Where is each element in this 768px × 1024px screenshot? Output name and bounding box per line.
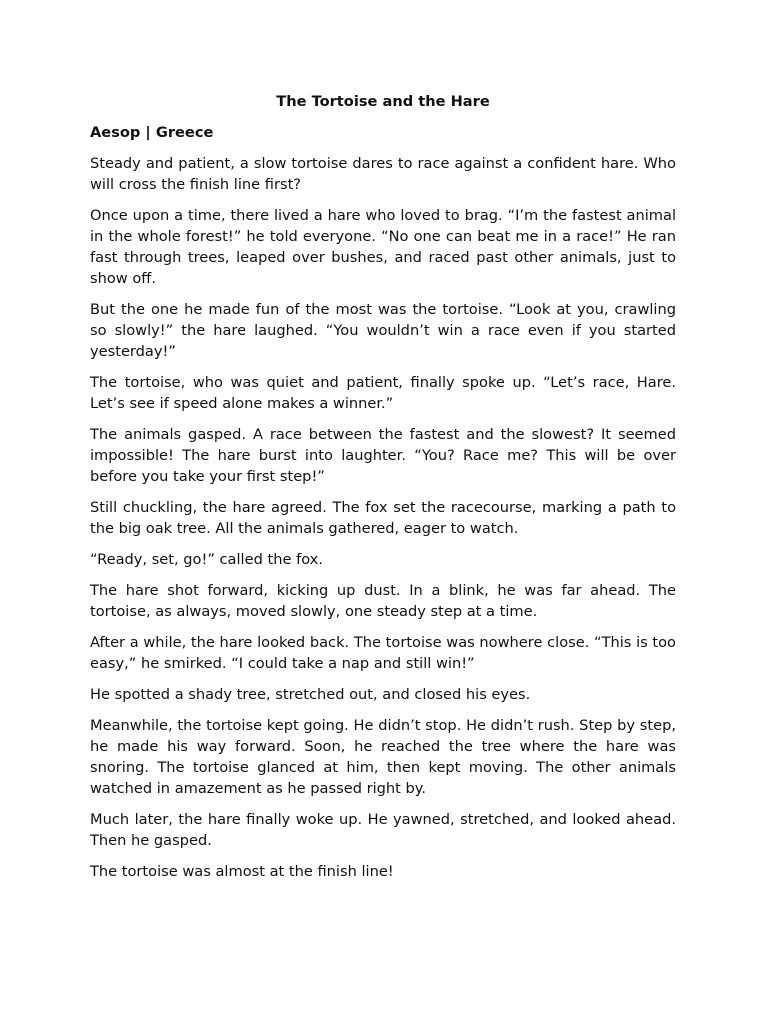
paragraph: Much later, the hare finally woke up. He yawned, stretched, and looked ahead. Then he gasped. [90, 811, 676, 849]
paragraph: Once upon a time, there lived a hare who loved to brag. “I’m the fastest animal in the whole forest!” he told everyone. “No one can beat me in a race!” He ran fast through trees, leaped over bushes, and raced past other animals, just to show off. [90, 207, 676, 287]
paragraph: Meanwhile, the tortoise kept going. He didn’t stop. He didn’t rush. Step by step, he made his way forward. Soon, he reached the tree where the hare was snoring. The tortoise glanced at him, then kept moving. The other animals watched in amazement as he passed right by. [90, 717, 676, 797]
paragraph: The animals gasped. A race between the fastest and the slowest? It seemed impossible! The hare burst into laughter. “You? Race me? This will be over before you take your first step!” [90, 426, 676, 485]
document-title: The Tortoise and the Hare [276, 93, 490, 110]
paragraph: But the one he made fun of the most was the tortoise. “Look at you, crawling so slowly!” the hare laughed. “You wouldn’t win a race even if you started yesterday!” [90, 301, 676, 360]
paragraph: “Ready, set, go!” called the fox. [90, 551, 323, 568]
paragraph-final: The tortoise was almost at the finish line! [90, 863, 394, 880]
document-page [90, 91, 676, 892]
paragraph: Still chuckling, the hare agreed. The fox set the racecourse, marking a path to the big oak tree. All the animals gathered, eager to watch. [90, 499, 676, 537]
paragraph: After a while, the hare looked back. The tortoise was nowhere close. “This is too easy,” he smirked. “I could take a nap and still win!” [90, 634, 676, 672]
paragraph: The tortoise, who was quiet and patient, finally spoke up. “Let’s race, Hare. Let’s see if speed alone makes a winner.” [90, 374, 676, 412]
paragraph-intro: Steady and patient, a slow tortoise dares to race against a confident hare. Who will cross the finish line first? [90, 155, 676, 193]
paragraph: The hare shot forward, kicking up dust. In a blink, he was far ahead. The tortoise, as always, moved slowly, one steady step at a time. [90, 582, 676, 620]
document-byline: Aesop | Greece [90, 124, 214, 141]
paragraph: He spotted a shady tree, stretched out, and closed his eyes. [90, 686, 531, 703]
